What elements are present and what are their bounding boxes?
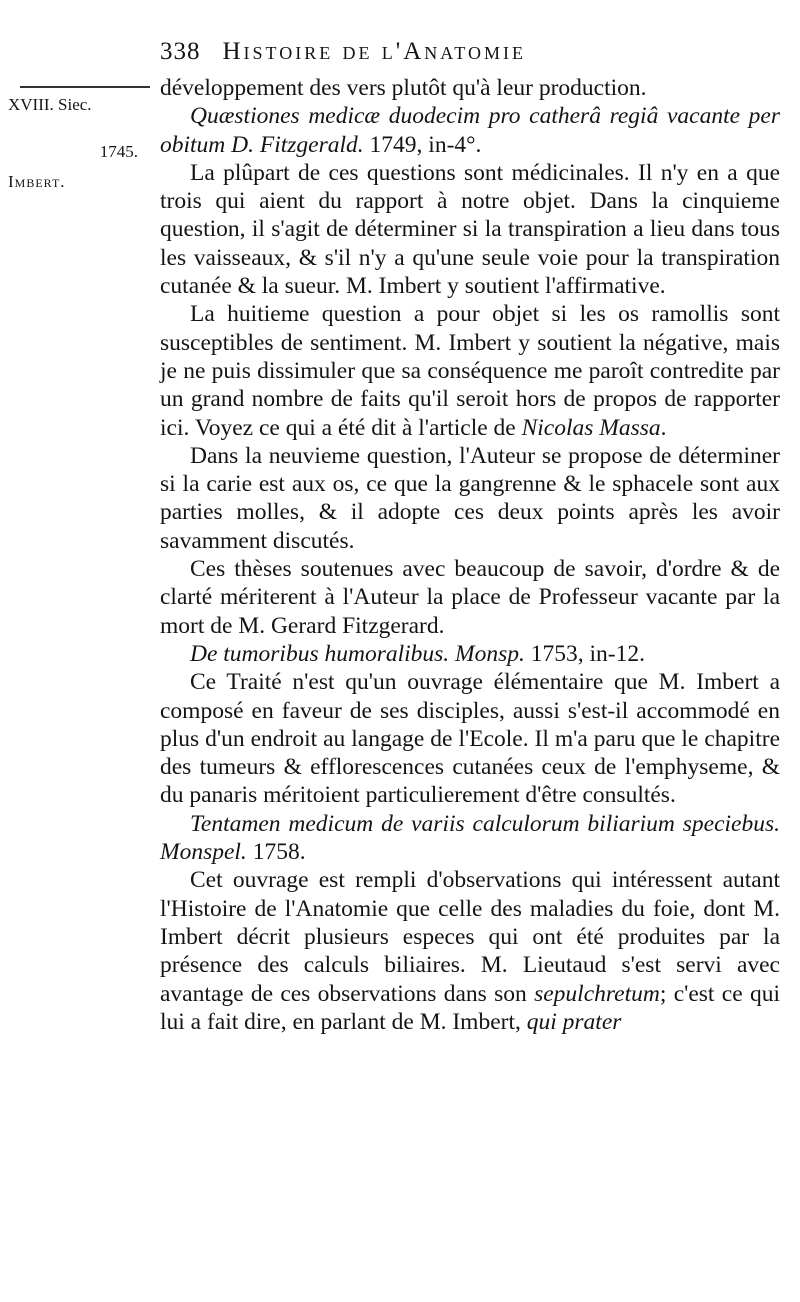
paragraph: développement des vers plutôt qu'à leur production. xyxy=(160,75,647,101)
bibliographic-entry: De tumoribus humoralibus. Monsp. 1753, in-12. xyxy=(190,640,645,667)
paragraph: Cet ouvrage est rempli d'observations qui intéressent autant l'Histoire de l'Anatomie que celle des maladies du foie, dont M. Imbert décrit plusieurs especes qui ont été produites par la présence des calculs biliaires. M. Lieutaud s'est servi avec avantage de ces observations dans son sepulchretum; c'est ce qui lui a fait dire, en parlant de M. Imbert, qui prater xyxy=(160,867,780,1035)
body-text xyxy=(160,74,780,1036)
page-number: 338 xyxy=(160,38,201,65)
paragraph: Dans la neuvieme question, l'Auteur se propose de déterminer si la carie est aux os, ce que la gangrenne & le sphacele sont aux parties molles, & il adopte ces deux points après les avoir savamment discutés. xyxy=(160,442,780,554)
margin-note-year: 1745. xyxy=(99,142,138,161)
paragraph: Ce Traité n'est qu'un ouvrage élémentaire que M. Imbert a composé en faveur de ses disciples, aussi s'est-il accommodé en plus d'un endroit au langage de l'Ecole. Il m'a paru que le chapitre des tumeurs & efflorescences cutanées ceux de l'emphyseme, & du panaris méritoient particulierement d'être consultés. xyxy=(160,669,780,809)
margin-note-century: XVIII. Siec. xyxy=(8,95,92,114)
margin-rule xyxy=(20,86,150,88)
paragraph: Ces thèses soutenues avec beaucoup de savoir, d'ordre & de clarté mériterent à l'Auteur la place de Professeur vacante par la mort de M. Gerard Fitzgerard. xyxy=(160,556,780,639)
bibliographic-entry: Tentamen medicum de variis calculorum biliarium speciebus. Monspel. 1758. xyxy=(160,810,780,866)
bibliographic-entry: Quæstiones medicæ duodecim pro catherâ regiâ vacante per obitum D. Fitzgerald. 1749, in-4°. xyxy=(160,103,780,158)
margin-note-author: Imbert. xyxy=(8,172,66,191)
running-title: Histoire de l'Anatomie xyxy=(222,38,526,65)
paragraph: La huitieme question a pour objet si les os ramollis sont susceptibles de sentiment. M. Imbert y soutient la négative, mais je ne puis dissimuler que sa conséquence me paroît contredite par un grand nombre de faits qu'il seroit hors de propos de rapporter ici. Voyez ce qui a été dit à l'article de Nicolas Massa. xyxy=(160,301,780,441)
running-header xyxy=(160,38,780,72)
paragraph: La plûpart de ces questions sont médicinales. Il n'y en a que trois qui aient du rapport à notre objet. Dans la cinquieme question, il s'agit de déterminer si la transpiration a lieu dans tous les vaisseaux, & s'il n'y a qu'une seule voie pour la transpiration cutanée & la sueur. M. Imbert y soutient l'affirmative. xyxy=(160,159,780,300)
